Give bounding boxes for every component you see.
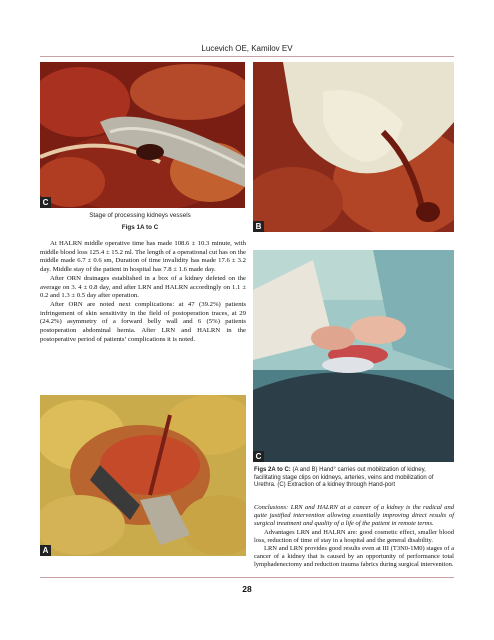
figure-1c-photo xyxy=(40,62,245,208)
left-column-text xyxy=(40,240,246,344)
footer-rule xyxy=(40,577,454,578)
figure-1-caption-line1: Stage of processing kidneys vessels xyxy=(89,212,191,219)
page-number: 28 xyxy=(242,584,252,594)
right-column-text xyxy=(254,504,454,570)
figure-1c-panel-letter: C xyxy=(40,197,51,208)
figure-1a-panel-letter: A xyxy=(40,545,51,556)
left-paragraph-1: At HALRN middle operative time has made 108.6 ± 10.3 minute, with middle blood loss 125.4 ± 15.2 ml. The length of a operational cut has on the middle made 6.7 ± 0.6 sm, Duration of time invalidity has made 17.6 ± 3.2 day. Middle stay of the patient in hospital has 7.8 ± 1.6 made day. xyxy=(40,240,246,274)
right-paragraph-2: Advantages LRN and HALRN are: good cosmetic effect, smaller blood loss, reduction of time of stay in a hospital and the general disability. xyxy=(254,528,454,544)
figure-2c-panel-letter: C xyxy=(253,451,264,462)
figure-2-caption-text: (A and B) Hand° carries out mobilization of kidney, facilitating stage clips on kidneys, arteries, veins and mobilization of Urethra. (C) Extraction of a kidney through Hand-port xyxy=(254,467,434,489)
left-paragraph-2: After ORN drainages established in a box of a kidney defeted on the average on 3. 4 ± 0.8 day, and after LRN and HALRN accordingly on 1.1 ± 0.2 and 1.3 ± 0.5 day after operation. xyxy=(40,274,246,300)
figure-2-caption-label: Figs 2A to C: xyxy=(254,467,291,473)
left-paragraph-3: After ORN are noted next complications: at 47 (39.2%) patients infringement of skin sensitivity in the field of postoperation traces, at 29 (24.2%) asymmetry of a forward belly wall and 6 (5%) patients postoperation abdominal hernia. After LRN and HALRN in the postoperative period of patients’ complications it is noted. xyxy=(40,300,246,343)
running-header: Lucevich OE, Kamilov EV xyxy=(201,44,293,53)
right-paragraph-1: Conclusions: LRN and HALRN at a cancer of a kidney is the radical and quite justified intervention allowing essentially improving direct results of surgical treatment and quality of a life of the patient in remote terms. xyxy=(254,504,454,528)
figure-1-caption-label: Figs 1A to C xyxy=(121,224,159,231)
figure-2b-photo xyxy=(253,62,454,232)
figure-2-caption xyxy=(254,467,454,490)
figure-2b-panel-letter: B xyxy=(253,221,264,232)
figure-1a-photo xyxy=(40,395,246,556)
right-paragraph-3: LRN and LRN provides good results even at III (T3N0-1M0) stages of a cancer of a kidney that is caused by an opportunity of performance total lymphadenectomy and reduction trauma fabrics during surgical intervention. xyxy=(254,545,454,569)
figure-1-caption xyxy=(40,211,240,232)
figure-2c-photo xyxy=(253,250,454,462)
header-rule xyxy=(40,56,454,57)
